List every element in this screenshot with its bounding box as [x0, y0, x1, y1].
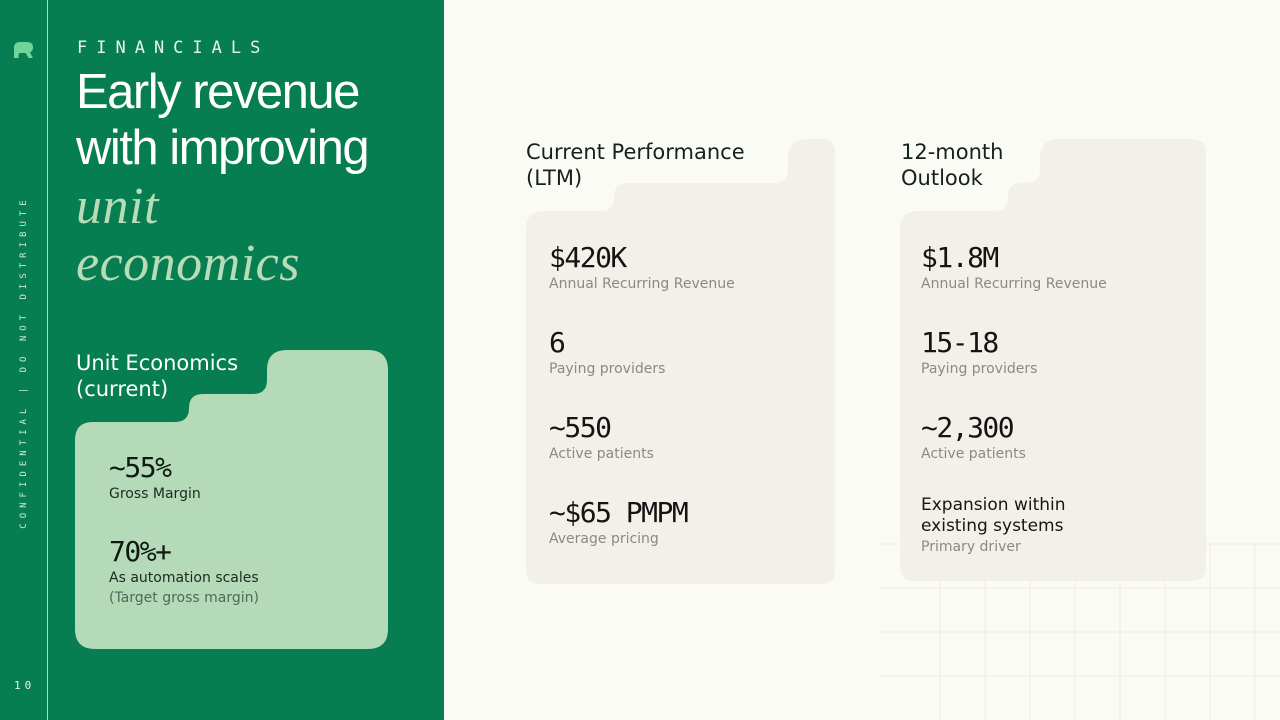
metric-patients-outlook: [921, 412, 1026, 464]
outlook-card-title-2: Outlook: [901, 166, 983, 190]
metric-value: ~2,300: [921, 411, 1014, 444]
confidential-label: CONFIDENTIAL | DO NOT DISTRIBUTE: [19, 195, 29, 529]
metric-arr: [549, 242, 735, 294]
metric-providers: [549, 327, 665, 379]
unit-economics-card: [75, 350, 388, 649]
metric-label: As automation scales: [109, 570, 259, 586]
metric-pricing: [549, 497, 687, 549]
section-eyebrow: FINANCIALS: [77, 38, 270, 58]
unit-card-title-1: Unit Economics: [76, 351, 239, 375]
metric-patients: [549, 412, 654, 464]
metric-value: $1.8M: [921, 241, 998, 274]
outlook-card: [900, 139, 1206, 581]
metric-label: Primary driver: [921, 539, 1021, 555]
metric-label: Annual Recurring Revenue: [921, 276, 1107, 292]
title-line-1: Early revenue: [76, 65, 359, 119]
metric-label: Annual Recurring Revenue: [549, 276, 735, 292]
metric-value: 15-18: [921, 326, 998, 359]
metric-arr-outlook: [921, 242, 1107, 294]
brand-logo-icon: [12, 40, 36, 60]
metric-sublabel: (Target gross margin): [109, 590, 260, 606]
metric-target-margin: [109, 536, 259, 608]
metric-value: ~55%: [109, 451, 171, 484]
metric-value: 70%+: [109, 535, 171, 568]
metric-value-line-1: Expansion within: [921, 495, 1066, 515]
metric-value: ~550: [549, 411, 611, 444]
metric-label: Gross Margin: [109, 486, 201, 502]
performance-card-title-1: Current Performance: [526, 140, 745, 164]
metric-gross-margin: [109, 452, 201, 504]
sidebar-divider: [47, 0, 48, 720]
page-title: [76, 64, 436, 292]
metric-label: Paying providers: [921, 361, 1038, 377]
metric-driver-outlook: [921, 495, 1066, 557]
metric-value: ~$65 PMPM: [549, 496, 688, 529]
metric-providers-outlook: [921, 327, 1037, 379]
metric-value-line-2: existing systems: [921, 516, 1064, 536]
outlook-card-title-1: 12-month: [901, 140, 1004, 164]
current-performance-card: [526, 139, 835, 584]
metric-label: Active patients: [921, 446, 1026, 462]
metric-label: Average pricing: [549, 531, 659, 547]
title-italic-1: unit: [76, 178, 159, 235]
unit-card-title-2: (current): [76, 377, 169, 401]
performance-card-title-2: (LTM): [526, 166, 583, 190]
left-panel: [0, 0, 444, 720]
title-italic-2: economics: [76, 235, 300, 292]
title-line-2: with improving: [76, 121, 369, 175]
metric-label: Active patients: [549, 446, 654, 462]
page-number: 10: [14, 679, 36, 692]
metric-label: Paying providers: [549, 361, 666, 377]
metric-value: $420K: [549, 241, 626, 274]
metric-value: 6: [549, 326, 565, 359]
